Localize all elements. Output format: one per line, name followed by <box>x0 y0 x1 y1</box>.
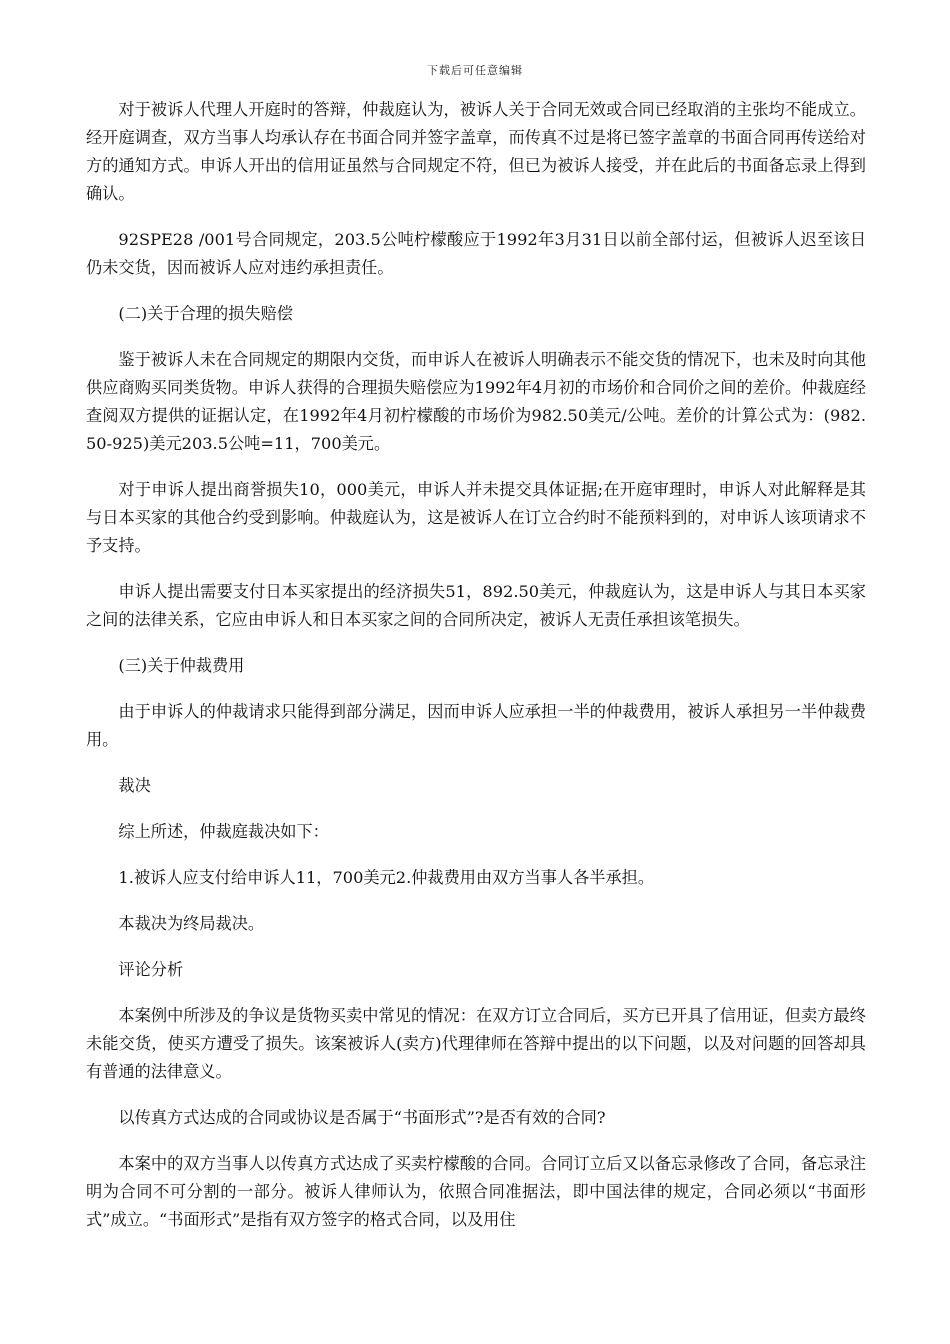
section-heading-fees: (三)关于仲裁费用 <box>118 656 245 675</box>
paragraph-arbitration-opinion: 对于被诉人代理人开庭时的答辩，仲裁庭认为，被诉人关于合同无效或合同已经取消的主张均不能成立。经开庭调查，双方当事人均承认存在书面合同并签字盖章，而传真不过是将已签字盖章的书面合同再传送给对方的通知方式。申诉人开出的信用证虽然与合同规定不符，但已为被诉人接受，并在此后的书面备忘录上得到确认。 <box>86 100 866 203</box>
paragraph-fee-allocation: 由于申诉人的仲裁请求只能得到部分满足，因而申诉人应承担一半的仲裁费用，被诉人承担另一半仲裁费用。 <box>86 702 866 749</box>
paragraph-fax-contract-analysis: 本案中的双方当事人以传真方式达成了买卖柠檬酸的合同。合同订立后又以备忘录修改了合同，备忘录注明为合同不可分割的一部分。被诉人律师认为，依照合同准据法，即中国法律的规定，合同必须以“书面形式”成立。“书面形式”是指有双方签字的格式合同，以及用住 <box>86 1154 866 1229</box>
document-body <box>86 96 866 1252</box>
section-heading-commentary: 评论分析 <box>118 960 184 979</box>
paragraph-goodwill-loss: 对于申诉人提出商誉损失10，000美元，申诉人并未提交具体证据;在开庭审理时，申诉人对此解释是其与日本买家的其他合约受到影响。仲裁庭认为，这是被诉人在订立合约时不能预料到的，对申诉人该项请求不予支持。 <box>86 480 866 555</box>
paragraph-price-difference: 鉴于被诉人未在合同规定的期限内交货，而申诉人在被诉人明确表示不能交货的情况下，也未及时向其他供应商购买同类货物。申诉人获得的合理损失赔偿应为1992年4月初的市场价和合同价之间的差价。仲裁庭经查阅双方提供的证据认定，在1992年4月初柠檬酸的市场价为982.50美元/公吨。差价的计算公式为：(982.50-925)美元203.5公吨=11，700美元。 <box>86 350 866 453</box>
section-heading-award: 裁决 <box>118 776 151 795</box>
paragraph-contract-terms: 92SPE28 /001号合同规定，203.5公吨柠檬酸应于1992年3月31日以前全部付运，但被诉人迟至该日仍未交货，因而被诉人应对违约承担责任。 <box>86 230 866 277</box>
paragraph-fax-question: 以传真方式达成的合同或协议是否属于“书面形式”?是否有效的合同? <box>118 1108 606 1127</box>
paragraph-final-award: 本裁决为终局裁决。 <box>118 914 265 933</box>
paragraph-japanese-buyer-loss: 申诉人提出需要支付日本买家提出的经济损失51，892.50美元，仲裁庭认为，这是申诉人与其日本买家之间的法律关系，它应由申诉人和日本买家之间的合同所决定，被诉人无责任承担该笔损失。 <box>86 582 866 629</box>
paragraph-commentary-intro: 本案例中所涉及的争议是货物买卖中常见的情况：在双方订立合同后，买方已开具了信用证，但卖方最终未能交货，使买方遭受了损失。该案被诉人(卖方)代理律师在答辩中提出的以下问题，以及对问题的回答却具有普通的法律意义。 <box>86 1006 866 1081</box>
page-header-note: 下载后可任意编辑 <box>427 64 523 77</box>
section-heading-damages: (二)关于合理的损失赔偿 <box>118 304 293 323</box>
paragraph-award-items: 1.被诉人应支付给申诉人11，700美元2.仲裁费用由双方当事人各半承担。 <box>118 868 655 887</box>
paragraph-award-intro: 综上所述，仲裁庭裁决如下： <box>118 822 329 841</box>
